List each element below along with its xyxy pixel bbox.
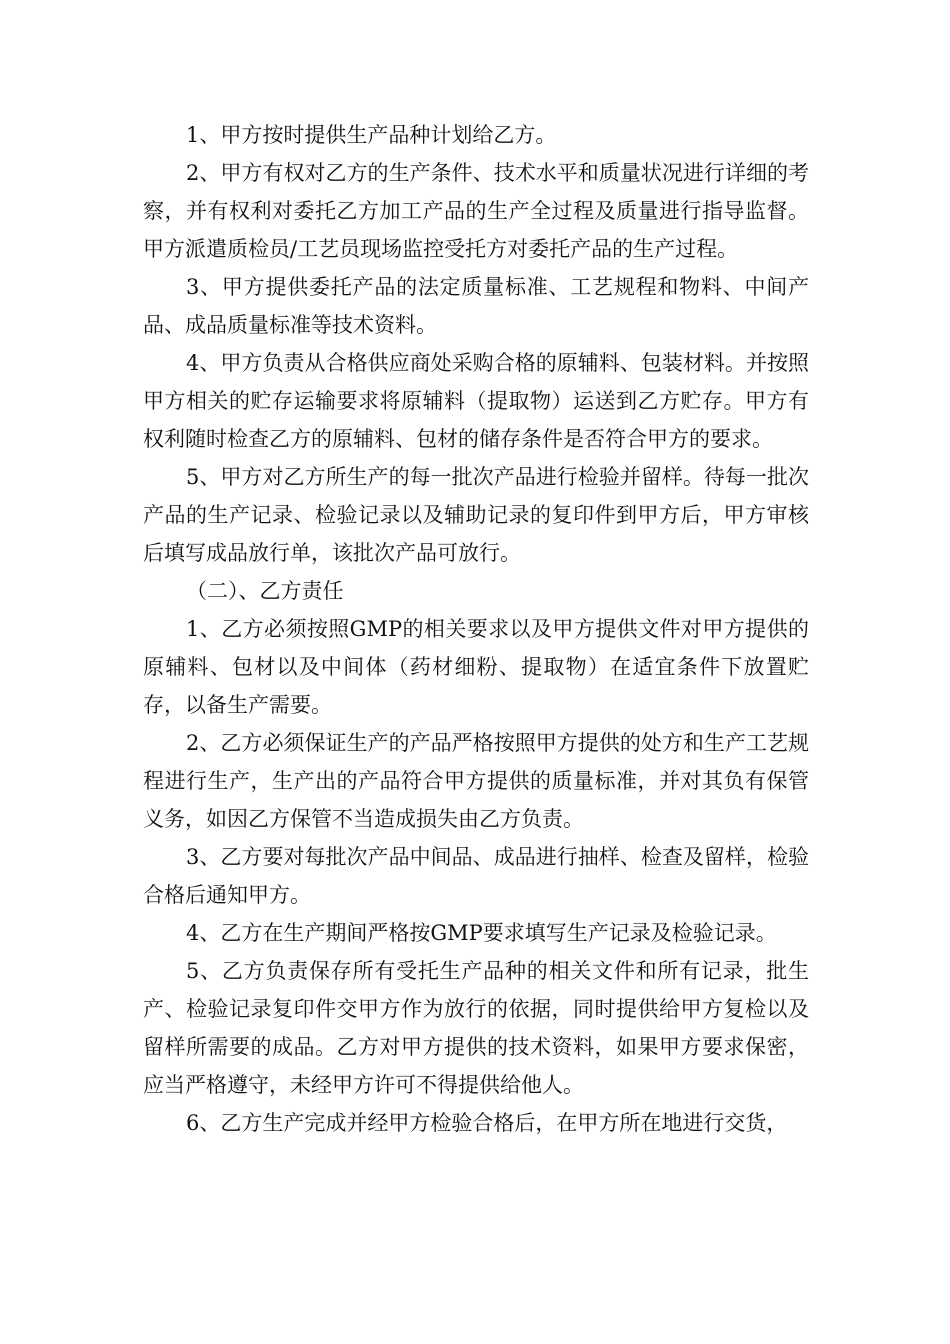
party-b-clause-4: 4、乙方在生产期间严格按GMP要求填写生产记录及检验记录。 bbox=[186, 921, 777, 945]
document-page bbox=[143, 116, 809, 1142]
party-a-clause-4: 4、甲方负责从合格供应商处采购合格的原辅料、包装材料。并按照甲方相关的贮存运输要求将原辅料（提取物）运送到乙方贮存。甲方有权利随时检查乙方的原辅料、包材的储存条件是否符合甲方的要求。 bbox=[143, 351, 809, 451]
party-b-clause-5: 5、乙方负责保存所有受托生产品种的相关文件和所有记录，批生产、检验记录复印件交甲方作为放行的依据，同时提供给甲方复检以及留样所需要的成品。乙方对甲方提供的技术资料，如果甲方要求保密，应当严格遵守，未经甲方许可不得提供给他人。 bbox=[143, 959, 809, 1097]
party-a-clause-1: 1、甲方按时提供生产品种计划给乙方。 bbox=[186, 123, 557, 147]
party-b-clause-1: 1、乙方必须按照GMP的相关要求以及甲方提供文件对甲方提供的原辅料、包材以及中间体（药材细粉、提取物）在适宜条件下放置贮存，以备生产需要。 bbox=[143, 617, 809, 717]
section-heading-party-b: （二）、乙方责任 bbox=[186, 579, 344, 603]
party-a-clause-5: 5、甲方对乙方所生产的每一批次产品进行检验并留样。待每一批次产品的生产记录、检验记录以及辅助记录的复印件到甲方后，甲方审核后填写成品放行单，该批次产品可放行。 bbox=[143, 465, 809, 565]
party-a-clause-3: 3、甲方提供委托产品的法定质量标准、工艺规程和物料、中间产品、成品质量标准等技术资料。 bbox=[143, 275, 809, 337]
party-a-clause-2: 2、甲方有权对乙方的生产条件、技术水平和质量状况进行详细的考察，并有权利对委托乙方加工产品的生产全过程及质量进行指导监督。甲方派遣质检员/工艺员现场监控受托方对委托产品的生产过程。 bbox=[143, 161, 809, 261]
party-b-clause-2: 2、乙方必须保证生产的产品严格按照甲方提供的处方和生产工艺规程进行生产，生产出的产品符合甲方提供的质量标准，并对其负有保管义务，如因乙方保管不当造成损失由乙方负责。 bbox=[143, 731, 809, 831]
party-b-clause-6: 6、乙方生产完成并经甲方检验合格后，在甲方所在地进行交货， bbox=[186, 1111, 788, 1135]
party-b-clause-3: 3、乙方要对每批次产品中间品、成品进行抽样、检查及留样，检验合格后通知甲方。 bbox=[143, 845, 809, 907]
